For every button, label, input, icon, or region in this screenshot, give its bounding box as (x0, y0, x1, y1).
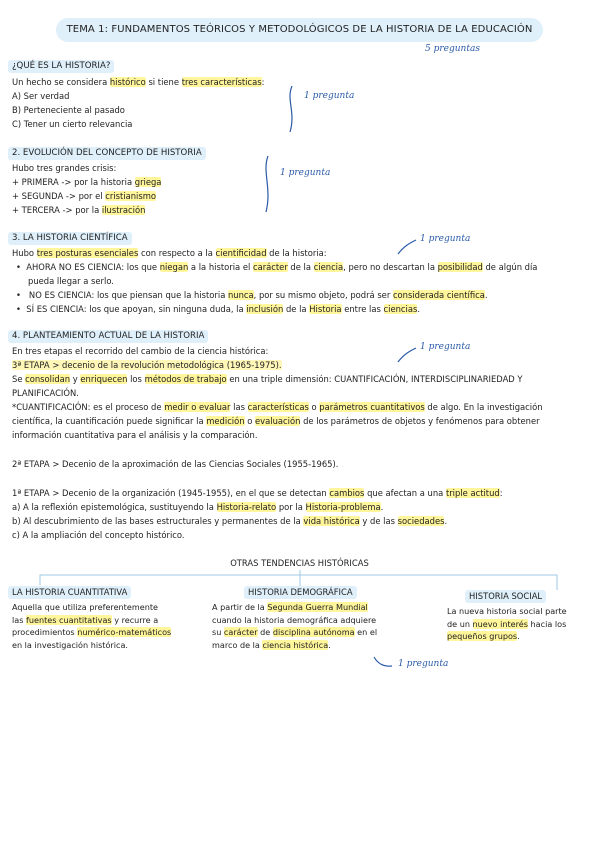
note-top: 5 preguntas (425, 44, 480, 54)
list-item: C) Tener un cierto relevancia (12, 119, 133, 129)
etapa-1-item: a) A la reflexión epistemológica, sustituyendo la Historia-relato por la Historia-problema. (12, 502, 384, 512)
section4-intro: En tres etapas el recorrido del cambio de la ciencia histórica: (12, 346, 269, 356)
section2-heading: 2. EVOLUCIÓN DEL CONCEPTO DE HISTORIA (8, 147, 206, 160)
cuantificacion-line: científica, la cuantificación puede significar la medición o evaluación de los parámetros de objetos y fenómenos para obtener (12, 416, 540, 426)
etapa-3: 3ª ETAPA > decenio de la revolución metodológica (1965-1975). (12, 360, 282, 370)
col1-title: LA HISTORIA CUANTITATIVA (8, 586, 131, 599)
tendencias-heading: OTRAS TENDENCIAS HISTÓRICAS (0, 557, 599, 570)
list-item: B) Perteneciente al pasado (12, 105, 125, 115)
section4-heading: 4. PLANTEAMIENTO ACTUAL DE LA HISTORIA (8, 330, 208, 343)
note-s1: 1 pregunta (304, 91, 355, 101)
section3-intro: Hubo tres posturas esenciales con respecto a la cientificidad de la historia: (12, 248, 327, 258)
bullet-continuation: pueda llegar a serlo. (28, 276, 114, 286)
etapa-1-item: c) A la ampliación del concepto histórico. (12, 530, 185, 540)
list-item: A) Ser verdad (12, 91, 70, 101)
col1-text: Aquella que utiliza preferentemente las fuentes cuantitativas y recurre a procedimientos numérico-matemáticos en la investigación histórica. (12, 602, 172, 650)
note-s2: 1 pregunta (280, 168, 331, 178)
note-s3: 1 pregunta (420, 234, 471, 244)
col2-title: HISTORIA DEMOGRÁFICA (244, 586, 357, 599)
list-item: + TERCERA -> por la ilustración (12, 205, 146, 215)
note-bottom: 1 pregunta (398, 659, 449, 669)
etapa-3-desc: Se consolidan y enriquecen los métodos de trabajo en una triple dimensión: CUANTIFICACIÓN, INTERDISCIPLINARIEDAD Y (12, 374, 523, 384)
bullet-item: • AHORA NO ES CIENCIA: los que niegan a la historia el carácter de la ciencia, pero no descartan la posibilidad de algún día (16, 262, 538, 272)
list-item: + SEGUNDA -> por el cristianismo (12, 191, 157, 201)
bullet-item: • NO ES CIENCIA: los que piensan que la historia nunca, por su mismo objeto, podrá ser considerada científica. (16, 290, 488, 300)
etapa-3-desc-cont: PLANIFICACIÓN. (12, 388, 79, 398)
section1-heading: ¿QUÉ ES LA HISTORIA? (8, 60, 114, 73)
cuantificacion-line: información cuantitativa para el análisis y la comparación. (12, 430, 258, 440)
col3-title: HISTORIA SOCIAL (465, 590, 546, 603)
col2-text: A partir de la Segunda Guerra Mundial cuando la historia demográfica adquiere su carácter de disciplina autónoma en el marco de la ciencia histórica. (212, 602, 378, 650)
note-s4: 1 pregunta (420, 342, 471, 352)
page-title: TEMA 1: FUNDAMENTOS TEÓRICOS Y METODOLÓGICOS DE LA HISTORIA DE LA EDUCACIÓN (56, 18, 543, 42)
section3-heading: 3. LA HISTORIA CIENTÍFICA (8, 232, 132, 245)
bullet-item: • SÍ ES CIENCIA: los que apoyan, sin ninguna duda, la inclusión de la Historia entre las ciencias. (16, 304, 421, 314)
section2-intro: Hubo tres grandes crisis: (12, 163, 117, 173)
list-item: + PRIMERA -> por la historia griega (12, 177, 162, 187)
etapa-2: 2ª ETAPA > Decenio de la aproximación de las Ciencias Sociales (1955-1965). (12, 459, 339, 469)
section1-intro: Un hecho se considera histórico si tiene tres características: (12, 77, 265, 87)
etapa-1: 1ª ETAPA > Decenio de la organización (1945-1955), en el que se detectan cambios que afectan a una triple actitud: (12, 488, 503, 498)
col3-text: La nueva historia social parte de un nuevo interés hacia los pequeños grupos. (447, 606, 567, 641)
etapa-1-item: b) Al descubrimiento de las bases estructurales y permanentes de la vida histórica y de las sociedades. (12, 516, 448, 526)
cuantificacion-line: *CUANTIFICACIÓN: es el proceso de medir o evaluar las características o parámetros cuantitativos de algo. En la investigación (12, 402, 543, 412)
